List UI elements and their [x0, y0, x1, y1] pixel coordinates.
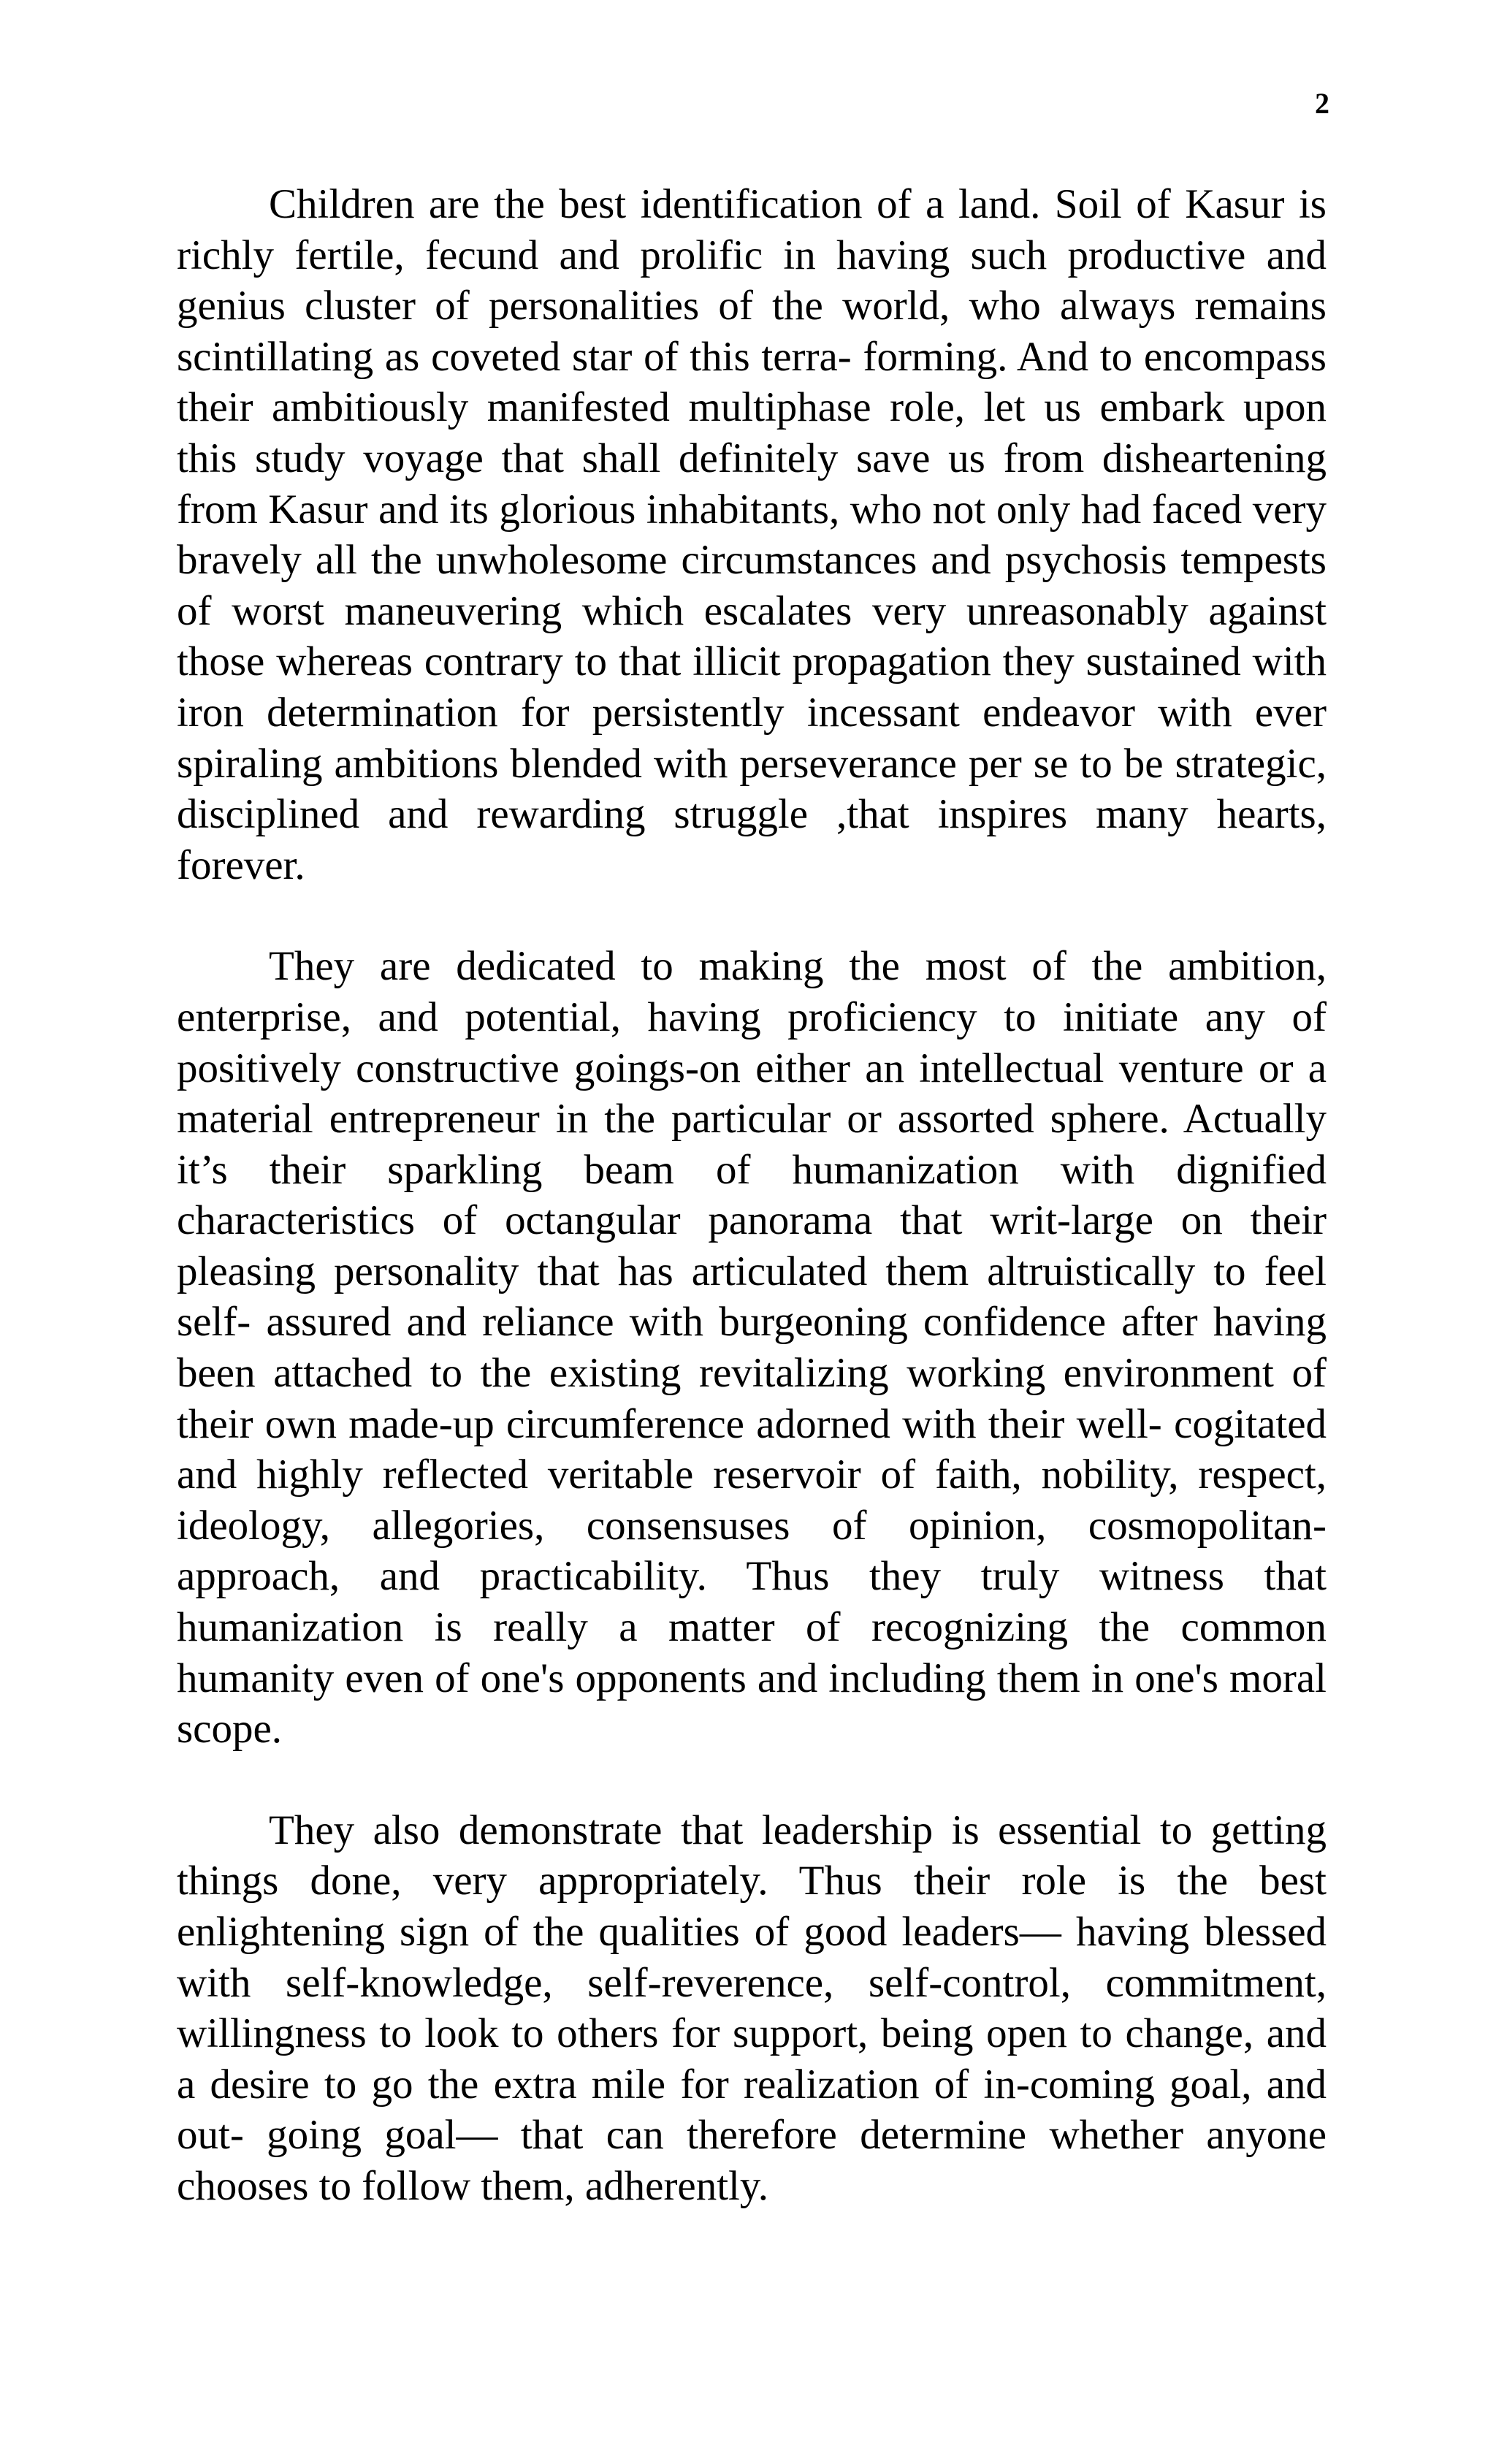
paragraph: They also demonstrate that leadership is essential to getting things done, very appropriately. Thus their role is the best enlightening sign of the qualities of good leaders— having blessed with self-knowledge, self-reverence, self-control, commitment, willingness to look to others for support, being open to change, and a desire to go the extra mile for realization of in-coming goal, and out- going goal— that can therefore determine whether anyone chooses to follow them, adherently.: [177, 1807, 1327, 2209]
body-text: [177, 179, 1327, 2212]
paragraph: They are dedicated to making the most of the ambition, enterprise, and potential, having proficiency to initiate any of positively constructive goings-on either an intellectual venture or a material entrepreneur in the particular or assorted sphere. Actually it’s their sparkling beam of humanization with dignified characteristics of octangular panorama that writ-large on their pleasing personality that has articulated them altruistically to feel self- assured and reliance with burgeoning confidence after having been attached to the existing revitalizing working environment of their own made-up circumference adorned with their well- cogitated and highly reflected veritable reservoir of faith, nobility, respect, ideology, allegories, consensuses of opinion, cosmopolitan-approach, and practicability. Thus they truly witness that humanization is really a matter of recognizing the common humanity even of one's opponents and including them in one's moral scope.: [177, 943, 1327, 1752]
page-number: 2: [1315, 87, 1329, 120]
paragraph: Children are the best identification of a land. Soil of Kasur is richly fertile, fecund and prolific in having such productive and genius cluster of personalities of the world, who always remains scintillating as coveted star of this terra- forming. And to encompass their ambitiously manifested multiphase role, let us embark upon this study voyage that shall definitely save us from disheartening from Kasur and its glorious inhabitants, who not only had faced very bravely all the unwholesome circumstances and psychosis tempests of worst maneuvering which escalates very unreasonably against those whereas contrary to that illicit propagation they sustained with iron determination for persistently incessant endeavor with ever spiraling ambitions blended with perseverance per se to be strategic, disciplined and rewarding struggle ,that inspires many hearts, forever.: [177, 181, 1327, 888]
